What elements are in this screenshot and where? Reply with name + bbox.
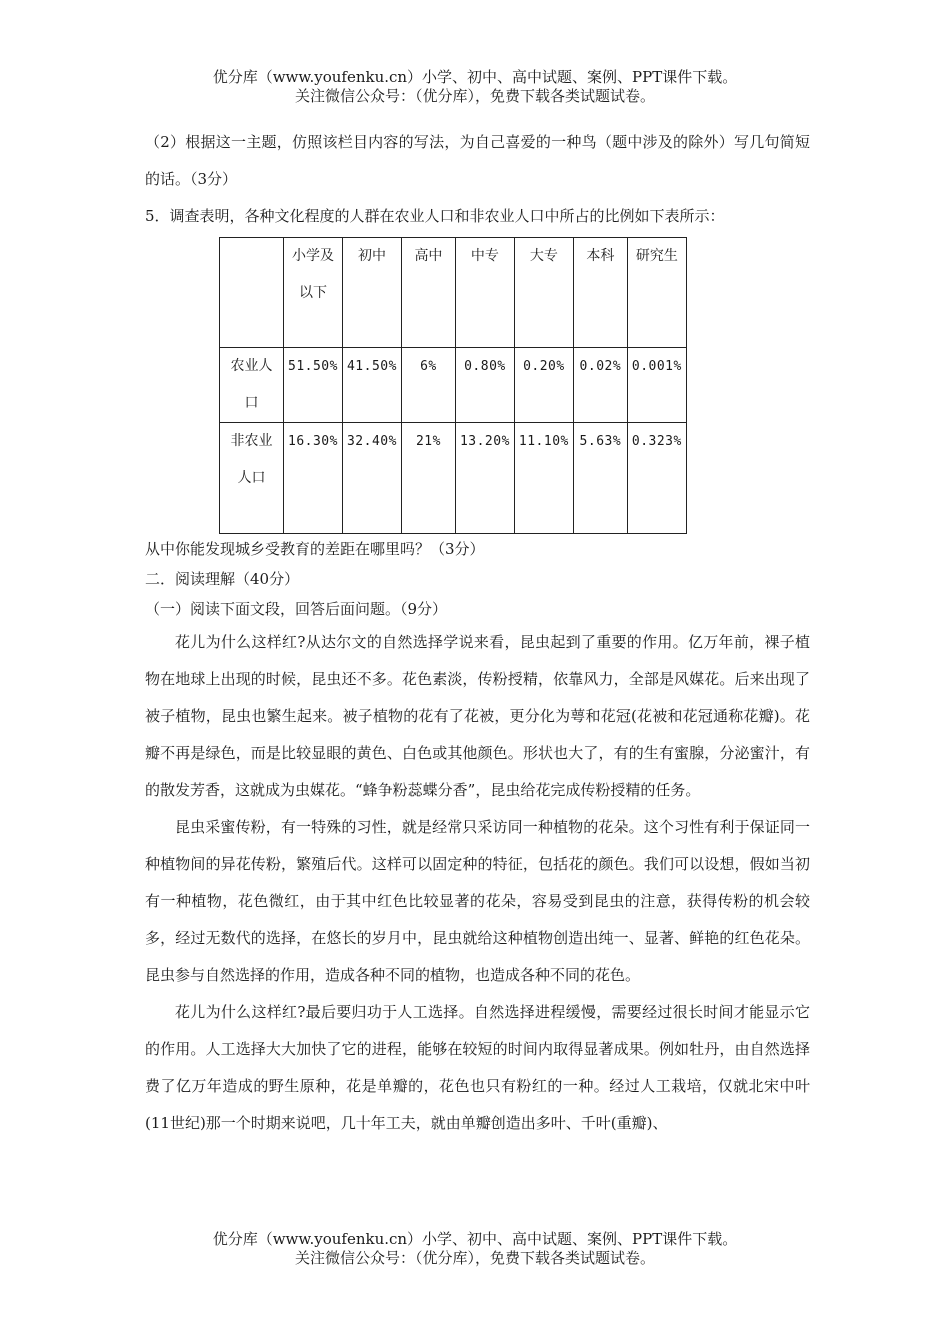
table-cell: 0.323%: [627, 423, 686, 534]
table-cell: 6%: [401, 348, 455, 423]
question-5-prompt: 从中你能发现城乡受教育的差距在哪里吗？（3分）: [145, 540, 485, 558]
table-header-cell: 初中: [342, 238, 401, 348]
table-cell: 0.20%: [514, 348, 573, 423]
subsection-heading: （一）阅读下面文段，回答后面问题。（9分）: [145, 600, 448, 618]
table-cell: 0.02%: [573, 348, 627, 423]
table-header-cell: 中专: [455, 238, 514, 348]
question-5: 5．调查表明，各种文化程度的人群在农业人口和非农业人口中所占的比例如下表所示：: [145, 207, 725, 225]
table-cell: 21%: [401, 423, 455, 534]
row-label: 农业人口: [220, 348, 284, 423]
table-cell: 5.63%: [573, 423, 627, 534]
header-line-2: 关注微信公众号：（优分库），免费下载各类试题试卷。: [294, 87, 655, 105]
footer-line-1: 优分库（www.youfenku.cn）小学、初中、高中试题、案例、PPT课件下载。: [212, 1230, 738, 1248]
table-header-cell: 研究生: [627, 238, 686, 348]
education-table: [219, 237, 687, 534]
table-cell: 13.20%: [455, 423, 514, 534]
table-cell: 11.10%: [514, 423, 573, 534]
table-header-cell: [220, 238, 284, 348]
table-header-row: [220, 238, 687, 348]
table-cell: 32.40%: [342, 423, 401, 534]
table-cell: 0.80%: [455, 348, 514, 423]
table-header-cell: 高中: [401, 238, 455, 348]
table-header-cell: 大专: [514, 238, 573, 348]
row-label: 非农业人口: [220, 423, 284, 534]
passage-paragraph: 昆虫采蜜传粉，有一特殊的习性，就是经常只采访同一种植物的花朵。这个习性有利于保证同一种植物间的异花传粉，繁殖后代。这样可以固定种的特征，包括花的颜色。我们可以设想，假如当初有一种植物，花色微红，由于其中红色比较显著的花朵，容易受到昆虫的注意，获得传粉的机会较多，经过无数代的选择，在悠长的岁月中，昆虫就给这种植物创造出纯一、显著、鲜艳的红色花朵。昆虫参与自然选择的作用，造成各种不同的植物，也造成各种不同的花色。: [145, 818, 810, 984]
table-cell: 0.001%: [627, 348, 686, 423]
table-row: [220, 348, 687, 423]
footer-line-2: 关注微信公众号：（优分库），免费下载各类试题试卷。: [294, 1249, 655, 1267]
page-footer: [0, 1230, 950, 1268]
table-cell: 16.30%: [284, 423, 343, 534]
page-header: [0, 68, 950, 106]
passage-paragraph: 花儿为什么这样红?最后要归功于人工选择。自然选择进程缓慢，需要经过很长时间才能显示它的作用。人工选择大大加快了它的进程，能够在较短的时间内取得显著成果。例如牡丹，由自然选择费了亿万年造成的野生原种，花是单瓣的，花色也只有粉红的一种。经过人工栽培，仅就北宋中叶(11世纪)那一个时期来说吧，几十年工夫，就由单瓣创造出多叶、千叶(重瓣)、: [145, 1003, 810, 1132]
passage-paragraph: 花儿为什么这样红?从达尔文的自然选择学说来看，昆虫起到了重要的作用。亿万年前，裸子植物在地球上出现的时候，昆虫还不多。花色素淡，传粉授精，依靠风力，全部是风媒花。后来出现了被子植物，昆虫也繁生起来。被子植物的花有了花被，更分化为萼和花冠(花被和花冠通称花瓣)。花瓣不再是绿色，而是比较显眼的黄色、白色或其他颜色。形状也大了，有的生有蜜腺，分泌蜜汁，有的散发芳香，这就成为虫媒花。“蜂争粉蕊蝶分香”，昆虫给花完成传粉授精的任务。: [145, 633, 810, 799]
table-row: [220, 423, 687, 534]
table-cell: 51.50%: [284, 348, 343, 423]
table-header-cell: 小学及以下: [284, 238, 343, 348]
table-cell: 41.50%: [342, 348, 401, 423]
table-header-cell: 本科: [573, 238, 627, 348]
header-line-1: 优分库（www.youfenku.cn）小学、初中、高中试题、案例、PPT课件下载。: [212, 68, 738, 86]
section-heading: 二．阅读理解（40分）: [145, 570, 300, 588]
page-body: [145, 124, 810, 1142]
question-4-2: （2）根据这一主题，仿照该栏目内容的写法，为自己喜爱的一种鸟（题中涉及的除外）写几句简短的话。（3分）: [145, 133, 810, 188]
